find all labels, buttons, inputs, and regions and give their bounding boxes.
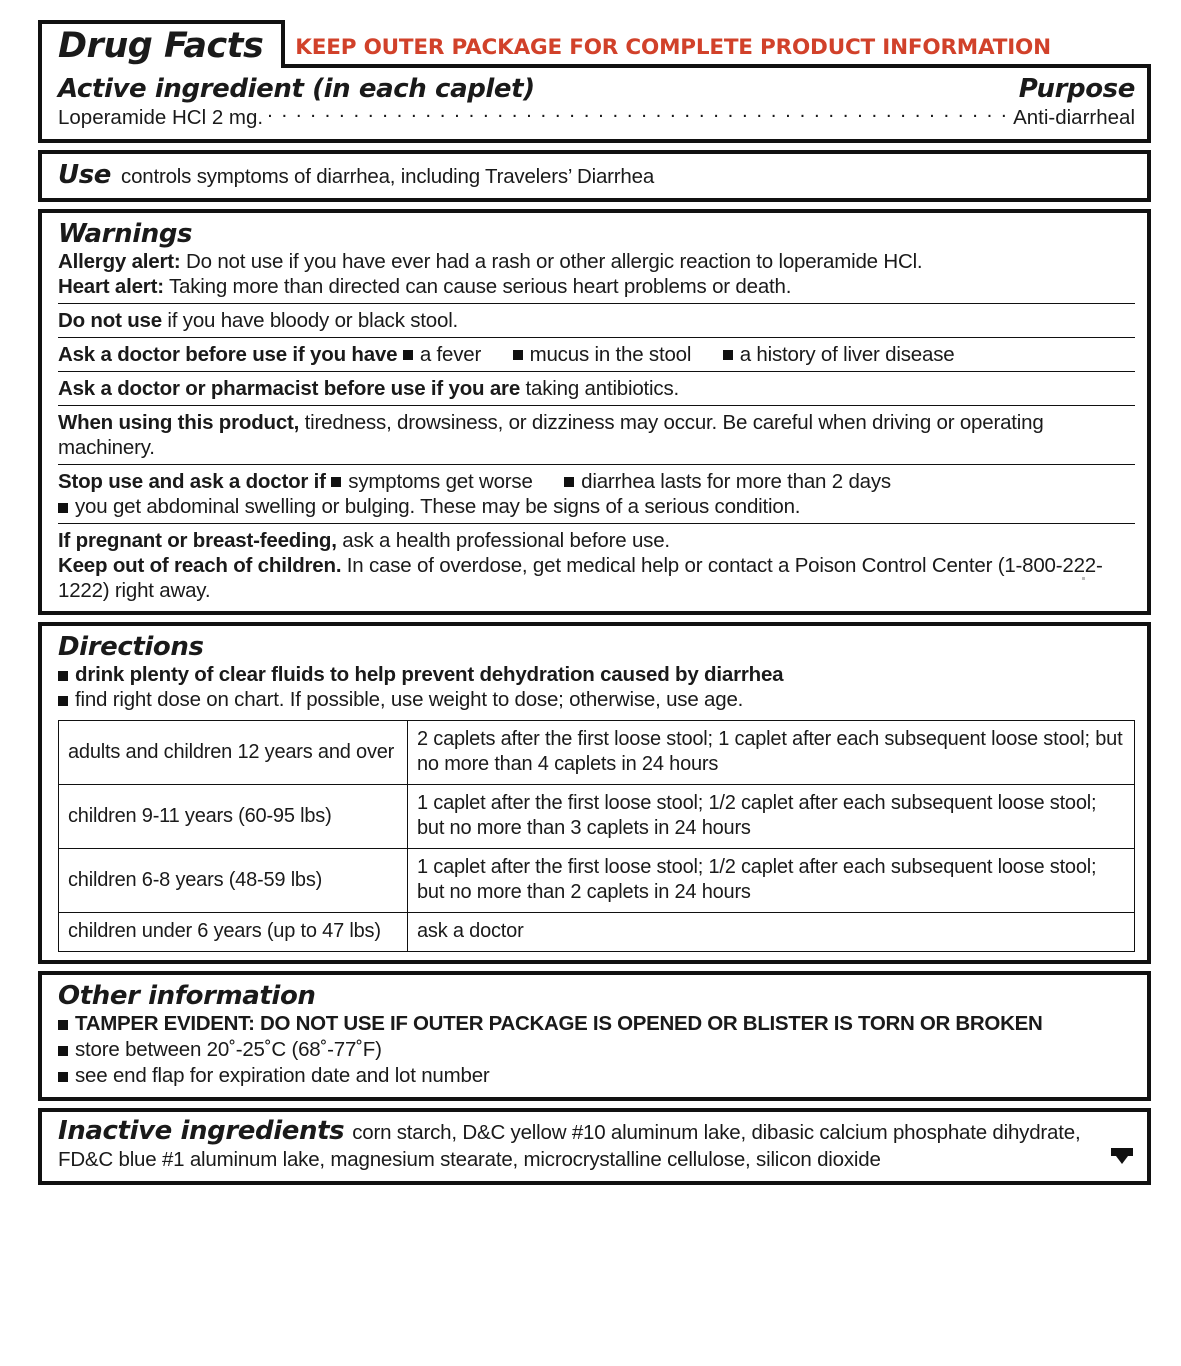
active-ingredient-header-row — [58, 74, 1135, 104]
list-item-label: a history of liver disease — [739, 343, 955, 366]
page-title: Drug Facts — [58, 26, 264, 66]
divider — [58, 464, 1135, 465]
keep-outer-package-notice: KEEP OUTER PACKAGE FOR COMPLETE PRODUCT INFORMATION — [295, 35, 1051, 60]
keep-out-of-reach-line — [58, 553, 1135, 603]
use-row — [58, 160, 1135, 190]
purpose-heading: Purpose — [1018, 74, 1135, 104]
directions-heading: Directions — [58, 632, 204, 662]
stop-use-label: Stop use and ask a doctor if — [58, 470, 326, 493]
table-row — [59, 849, 1135, 913]
list-item — [331, 469, 532, 494]
dosage-amount: 2 caplets after the first loose stool; 1 caplet after each subsequent loose stool; but no more than 4 caplets in 24 hours — [408, 721, 1135, 785]
ask-pharmacist-line — [58, 376, 1135, 401]
list-item-label: mucus in the stool — [529, 343, 692, 366]
directions-bullet-2 — [58, 687, 1135, 712]
when-using-label: When using this product, — [58, 411, 300, 434]
list-item — [723, 342, 955, 367]
warnings-section — [38, 209, 1151, 615]
ask-doctor-items — [403, 343, 981, 366]
warnings-heading: Warnings — [58, 219, 193, 249]
do-not-use-text: if you have bloody or black stool. — [161, 309, 459, 332]
other-info-item-3 — [58, 1063, 1135, 1089]
when-using-text: tiredness, drowsiness, or dizziness may occur. Be careful when driving or operating machinery. — [58, 411, 1044, 459]
ask-doctor-line — [58, 342, 1135, 367]
table-row — [59, 721, 1135, 785]
list-item-label: store between 20˚-25˚C (68˚-77˚F) — [75, 1038, 382, 1061]
list-item — [564, 469, 891, 494]
do-not-use-label: Do not use — [58, 309, 162, 332]
bullet-square-icon — [403, 350, 413, 360]
active-ingredient-purpose: Anti-diarrheal — [1013, 106, 1135, 129]
directions-section — [38, 622, 1151, 964]
divider — [58, 371, 1135, 372]
dosage-group: children 6-8 years (48-59 lbs) — [59, 849, 408, 913]
dosage-amount: 1 caplet after the first loose stool; 1/2 caplet after each subsequent loose stool; but no more than 2 caplets in 24 hours — [408, 849, 1135, 913]
active-ingredient-heading: Active ingredient (in each caplet) — [58, 74, 535, 104]
list-item — [403, 342, 481, 367]
list-item-label: symptoms get worse — [348, 470, 533, 493]
heart-alert-text: Taking more than directed can cause serious heart problems or death. — [163, 275, 792, 298]
list-item-label: TAMPER EVIDENT: DO NOT USE IF OUTER PACKAGE IS OPENED OR BLISTER IS TORN OR BROKEN — [75, 1012, 1043, 1035]
use-heading: Use — [58, 160, 112, 190]
divider — [58, 523, 1135, 524]
list-item-label: diarrhea lasts for more than 2 days — [581, 470, 891, 493]
pregnant-text: ask a health professional before use. — [336, 529, 670, 552]
table-row — [59, 785, 1135, 849]
dosage-group: adults and children 12 years and over — [59, 721, 408, 785]
list-item-label: see end flap for expiration date and lot number — [75, 1064, 490, 1087]
bullet-square-icon — [58, 1072, 68, 1082]
directions-bullet-1 — [58, 662, 1135, 687]
list-item-label: find right dose on chart. If possible, use weight to dose; otherwise, use age. — [75, 688, 744, 711]
inactive-ingredients-body — [58, 1118, 1095, 1173]
stop-use-items — [331, 470, 917, 493]
stop-use-line — [58, 469, 1135, 494]
dot-leader — [267, 104, 1009, 124]
ask-pharmacist-text: taking antibiotics. — [520, 377, 679, 400]
other-info-item-2 — [58, 1037, 1135, 1063]
bullet-square-icon — [513, 350, 523, 360]
pregnant-line — [58, 528, 1135, 553]
active-ingredient-row — [58, 104, 1135, 131]
heart-alert-line — [58, 274, 1135, 299]
inactive-ingredients-text: corn starch, D&C yellow #10 aluminum lake, dibasic calcium phosphate dihydrate, FD&C blue #1 aluminum lake, magnesium stearate, microcrystalline cellulose, silicon dioxide — [58, 1121, 1081, 1171]
allergy-alert-text: Do not use if you have ever had a rash or other allergic reaction to loperamide HCl. — [180, 250, 923, 273]
keep-out-of-reach-text: In case of overdose, get medical help or contact a Poison Control Center (1-800-222-1222) right away. — [58, 554, 1103, 602]
allergy-alert-label: Allergy alert: — [58, 250, 181, 273]
speck — [1082, 577, 1085, 580]
inactive-ingredients-heading: Inactive ingredients — [58, 1116, 345, 1146]
table-row — [59, 913, 1135, 952]
bullet-square-icon — [564, 477, 574, 487]
allergy-alert-line — [58, 249, 1135, 274]
do-not-use-line — [58, 308, 1135, 333]
other-information-section — [38, 971, 1151, 1101]
dosage-group: children under 6 years (up to 47 lbs) — [59, 913, 408, 952]
other-info-item-1 — [58, 1011, 1135, 1037]
when-using-line — [58, 410, 1135, 460]
bullet-square-icon — [58, 503, 68, 513]
pregnant-label: If pregnant or breast-feeding, — [58, 529, 337, 552]
use-text: controls symptoms of diarrhea, including Travelers’ Diarrhea — [121, 165, 655, 188]
active-ingredient-name: Loperamide HCl 2 mg. — [58, 106, 264, 129]
heart-alert-label: Heart alert: — [58, 275, 164, 298]
dosage-amount: ask a doctor — [408, 913, 1135, 952]
bullet-square-icon — [58, 671, 68, 681]
bullet-square-icon — [58, 1046, 68, 1056]
drug-facts-title-box — [38, 20, 285, 68]
list-item-label: a fever — [419, 343, 482, 366]
dosage-group: children 9-11 years (60-95 lbs) — [59, 785, 408, 849]
stop-use-line-3 — [58, 494, 1135, 519]
title-row — [38, 16, 1151, 68]
bullet-square-icon — [723, 350, 733, 360]
divider — [58, 303, 1135, 304]
bullet-square-icon — [331, 477, 341, 487]
ask-pharmacist-label: Ask a doctor or pharmacist before use if you are — [58, 377, 521, 400]
list-item-label: you get abdominal swelling or bulging. These may be signs of a serious condition. — [75, 495, 801, 518]
bullet-square-icon — [58, 696, 68, 706]
dosage-table — [58, 720, 1135, 952]
divider — [58, 405, 1135, 406]
down-arrow-icon — [1109, 1144, 1135, 1170]
use-section — [38, 150, 1151, 202]
list-item-label: drink plenty of clear fluids to help prevent dehydration caused by diarrhea — [75, 663, 784, 686]
active-ingredient-section — [38, 64, 1151, 143]
ask-doctor-label: Ask a doctor before use if you have — [58, 343, 398, 366]
inactive-ingredients-section — [38, 1108, 1151, 1185]
dosage-amount: 1 caplet after the first loose stool; 1/2 caplet after each subsequent loose stool; but no more than 3 caplets in 24 hours — [408, 785, 1135, 849]
bullet-square-icon — [58, 1020, 68, 1030]
inactive-ingredients-row — [58, 1118, 1135, 1173]
other-information-heading: Other information — [58, 981, 316, 1011]
divider — [58, 337, 1135, 338]
keep-out-of-reach-label: Keep out of reach of children. — [58, 554, 342, 577]
list-item — [513, 342, 692, 367]
